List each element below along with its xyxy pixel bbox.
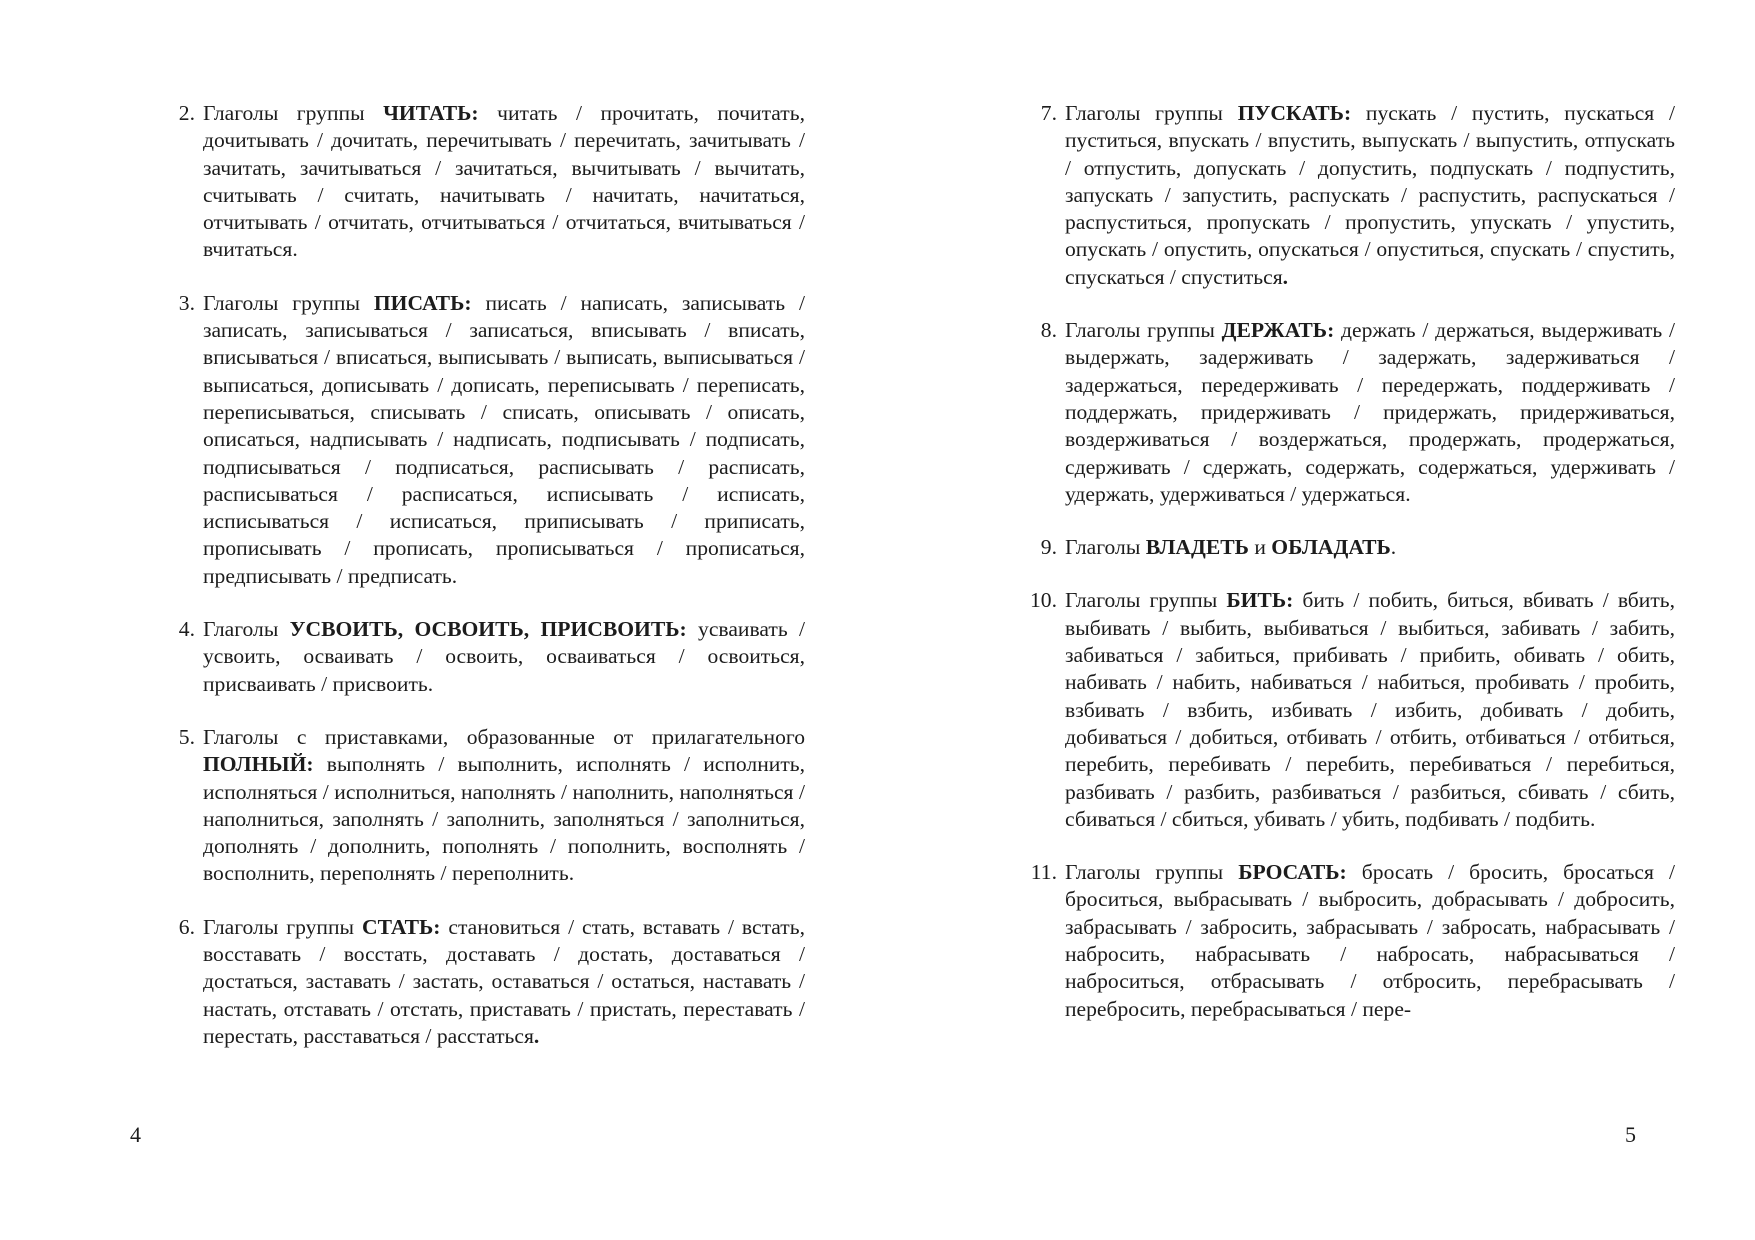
item-text: держать / держаться, выдерживать / выдержать, задерживать / задержать, задерживаться / задержаться, передерживать / передержать, поддерживать / поддержать, придерживать / придержать, придерживаться, воздерживаться / воздержаться, продержать, продержаться, сдерживать / сдержать, содержать, содержаться, удерживать / удержать, удерживаться / удержаться. bbox=[1065, 318, 1676, 506]
item-keyword: ЧИТАТЬ: bbox=[383, 101, 479, 125]
item-intro: Глаголы группы bbox=[1065, 101, 1238, 125]
right-page bbox=[877, 0, 1755, 1240]
list-item bbox=[148, 290, 805, 590]
item-number: 5. bbox=[178, 724, 195, 749]
item-text: пускать / пустить, пускаться / пуститься, впускать / впустить, выпускать / выпустить, отпускать / отпустить, допускать / допустить, подпускать / подпустить, запускать / запустить, распускать / распустить, распускаться / распуститься, пропускать / пропустить, упускать / упустить, опускать / опустить, опускаться / опуститься, спускать / спустить, спускаться / спуститься bbox=[1065, 101, 1675, 289]
item-keyword: ПОЛНЫЙ: bbox=[203, 752, 314, 777]
item-number: 7. bbox=[1040, 101, 1057, 125]
item-number: 11. bbox=[1030, 860, 1057, 885]
item-text: . bbox=[1390, 535, 1397, 560]
right-column bbox=[1010, 100, 1675, 1023]
item-text: бить / побить, биться, вбивать / вбить, выбивать / выбить, выбиваться / выбиться, забивать / забить, забиваться / забиться, прибивать / прибить, обивать / обить, набивать / набить, набиваться / набиться, пробивать / пробить, взбивать / взбить, избивать / избить, добивать / добить, добиваться / добиться, отбивать / отбить, отбиваться / отбиться, перебить, перебивать / перебить, перебиваться / перебиться, разбивать / разбить, разбиваться / разбиться, сбивать / сбить, сбиваться / сбиться, убивать / убить, подбивать / подбить. bbox=[1065, 588, 1676, 831]
item-number: 10. bbox=[1030, 588, 1057, 613]
list-item bbox=[1010, 859, 1675, 1023]
item-text: выполнять / выполнить, исполнять / исполнить, исполняться / исполниться, наполнять / наполнить, наполняться / наполниться, заполнять / заполнить, заполняться / заполниться, дополнять / дополнить, пополнять / пополнить, восполнять / восполнить, переполнять / переполнить. bbox=[203, 752, 805, 886]
item-keyword: УСВОИТЬ, ОСВОИТЬ, ПРИСВОИТЬ: bbox=[289, 617, 687, 642]
item-number: 8. bbox=[1040, 318, 1057, 343]
item-number: 4. bbox=[178, 617, 195, 642]
left-column bbox=[148, 100, 805, 1050]
item-intro: Глаголы группы bbox=[1065, 588, 1227, 613]
item-number: 2. bbox=[178, 101, 195, 125]
item-text: становиться / стать, вставать / встать, восставать / восстать, доставать / достать, доставаться / достаться, заставать / застать, оставаться / остаться, наставать / настать, отставать / отстать, приставать / пристать, переставать / перестать, расставаться / расстаться bbox=[203, 914, 805, 1048]
list-item bbox=[148, 100, 805, 264]
item-keyword: БРОСАТЬ: bbox=[1238, 860, 1347, 885]
item-keyword: ПИСАТЬ: bbox=[373, 290, 472, 315]
item-intro: Глаголы с приставками, образованные от прилагательного bbox=[203, 724, 805, 749]
item-intro: Глаголы группы bbox=[203, 101, 384, 125]
item-keyword: ВЛАДЕТЬ bbox=[1145, 535, 1249, 560]
item-intro: Глаголы bbox=[203, 617, 290, 642]
item-intro: Глаголы группы bbox=[1065, 860, 1239, 885]
list-item bbox=[148, 914, 805, 1050]
item-keyword: ДЕРЖАТЬ: bbox=[1221, 318, 1335, 343]
list-item bbox=[1010, 587, 1675, 833]
item-keyword: СТАТЬ: bbox=[361, 914, 441, 939]
item-number: 3. bbox=[178, 290, 195, 315]
item-number: 6. bbox=[178, 914, 195, 939]
item-text: читать / прочитать, почитать, дочитывать / дочитать, перечитывать / перечитать, зачитывать / зачитать, зачитываться / зачитаться, вычитывать / вычитать, считывать / считать, начитывать / начитать, начитаться, отчитывать / отчитать, отчитываться / отчитаться, вчитываться / вчитаться. bbox=[203, 101, 805, 262]
item-tail: . bbox=[1282, 264, 1289, 289]
list-item bbox=[148, 724, 805, 888]
item-tail: . bbox=[533, 1023, 540, 1048]
item-keyword-2: ОБЛАДАТЬ bbox=[1271, 535, 1391, 560]
item-keyword: БИТЬ: bbox=[1226, 588, 1294, 613]
list-item bbox=[1010, 534, 1675, 561]
list-item bbox=[1010, 317, 1675, 508]
item-intro: Глаголы группы bbox=[203, 290, 374, 315]
item-text: усваивать / усвоить, осваивать / освоить, осваиваться / освоиться, присваивать / присвоить. bbox=[203, 617, 805, 696]
list-item bbox=[148, 616, 805, 698]
item-intro: Глаголы bbox=[1065, 535, 1146, 560]
left-page bbox=[0, 0, 877, 1240]
item-keyword: ПУСКАТЬ: bbox=[1237, 101, 1352, 125]
item-text: бросать / бросить, бросаться / броситься, выбрасывать / выбросить, добрасывать / добросить, забрасывать / забросить, забрасывать / забросать, набрасывать / набросить, набрасывать / набросать, набрасываться / наброситься, отбрасывать / отбросить, перебрасывать / перебросить, перебрасываться / пере- bbox=[1065, 860, 1675, 1021]
page-number: 4 bbox=[130, 1122, 141, 1147]
item-intro: Глаголы группы bbox=[203, 914, 362, 939]
page-number: 5 bbox=[1625, 1122, 1636, 1147]
list-item bbox=[1010, 100, 1675, 291]
item-conjunction: и bbox=[1248, 535, 1272, 560]
item-intro: Глаголы группы bbox=[1065, 318, 1222, 343]
item-text: писать / написать, записывать / записать, записываться / записаться, вписывать / вписать, вписываться / вписаться, выписывать / выписать, выписываться / выписаться, дописывать / дописать, переписывать / переписать, переписываться, списывать / списать, описывать / описать, описаться, надписывать / надписать, подписывать / подписать, подписываться / подписаться, расписывать / расписать, расписываться / расписаться, исписывать / исписать, исписываться / исписаться, приписывать / приписать, прописывать / прописать, прописываться / прописаться, предписывать / предписать. bbox=[203, 290, 805, 588]
item-number: 9. bbox=[1040, 535, 1057, 560]
